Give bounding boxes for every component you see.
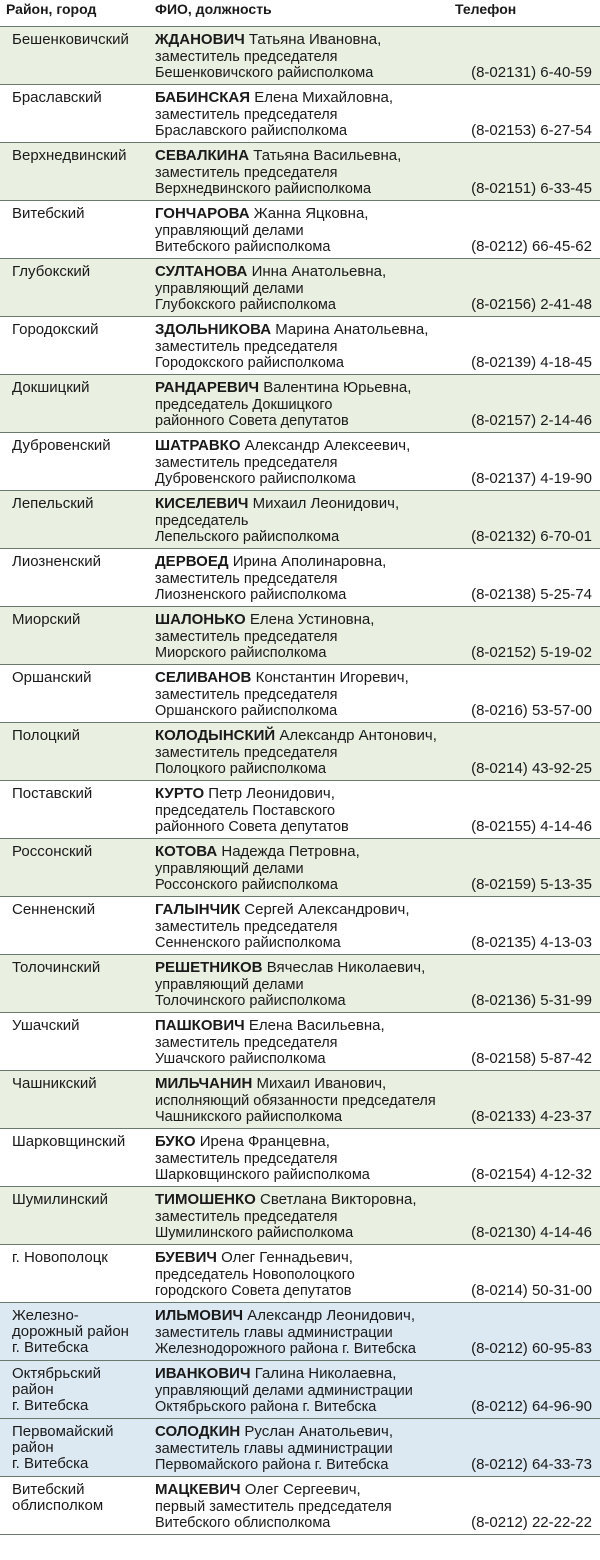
person-position: заместитель председателя Шарковщинского райисполкома (155, 1151, 370, 1183)
person-name: РАНДАРЕВИЧ Валентина Юрьевна, (155, 379, 412, 396)
person-name: ПАШКОВИЧ Елена Васильевна, (155, 1017, 385, 1034)
person-name: КУРТО Петр Леонидович, (155, 785, 335, 802)
district-cell: Верхнедвинский (12, 147, 127, 164)
person-surname: КУРТО (155, 785, 205, 802)
district-cell: Железно- дорожный район г. Витебска (12, 1307, 129, 1356)
person-position: председатель Поставского районного Совета депутатов (155, 803, 349, 835)
person-surname: МИЛЬЧАНИН (155, 1075, 253, 1092)
person-surname: ТИМОШЕНКО (155, 1191, 256, 1208)
person-surname: МАЦКЕВИЧ (155, 1481, 241, 1498)
person-position: председатель Докшицкого районного Совета депутатов (155, 397, 349, 429)
person-given-name: Вячеслав Николаевич (266, 959, 422, 976)
person-surname: БАБИНСКАЯ (155, 89, 251, 106)
person-given-name: Михаил Иванович (256, 1075, 383, 1092)
phone-cell: (8-02136) 5-31-99 (471, 992, 592, 1009)
person-surname: КИСЕЛЕВИЧ (155, 495, 249, 512)
person-position: заместитель председателя Шумилинского райисполкома (155, 1209, 354, 1241)
person-position: заместитель председателя Браславского райисполкома (155, 107, 348, 139)
table-row (0, 375, 600, 433)
person-given-name: Валентина Юрьевна (263, 379, 408, 396)
person-given-name: Инна Анатольевна (251, 263, 382, 280)
phone-cell: (8-02130) 4-14-46 (471, 1224, 592, 1241)
table-row (0, 201, 600, 259)
person-name: КОЛОДЫНСКИЙ Александр Антонович, (155, 727, 437, 744)
table-row (0, 781, 600, 839)
person-given-name: Татьяна Васильевна (253, 147, 398, 164)
person-given-name: Надежда Петровна (221, 843, 356, 860)
person-position: исполняющий обязанности председателя Чашникского райисполкома (155, 1093, 436, 1125)
table-row (0, 549, 600, 607)
person-position: заместитель председателя Сенненского райисполкома (155, 919, 341, 951)
table-row (0, 1419, 600, 1477)
person-given-name: Александр Леонидович (247, 1307, 411, 1324)
district-cell: Миорский (12, 611, 81, 628)
person-name: КОТОВА Надежда Петровна, (155, 843, 360, 860)
table-row (0, 1245, 600, 1303)
district-cell: Шарковщинский (12, 1133, 126, 1150)
person-position: заместитель председателя Ушачского райисполкома (155, 1035, 338, 1067)
person-given-name: Александр Антонович (279, 727, 433, 744)
person-given-name: Марина Анатольевна (275, 321, 425, 338)
person-position: заместитель председателя Бешенковичского райисполкома (155, 49, 374, 81)
district-cell: Поставский (12, 785, 93, 802)
person-name: ЖДАНОВИЧ Татьяна Ивановна, (155, 31, 382, 48)
phone-cell: (8-0212) 64-96-90 (471, 1398, 592, 1415)
person-surname: БУЕВИЧ (155, 1249, 217, 1266)
person-given-name: Александр Алексеевич (244, 437, 407, 454)
person-given-name: Галина Николаевна (254, 1365, 393, 1382)
table-row (0, 491, 600, 549)
person-surname: ШАЛОНЬКО (155, 611, 246, 628)
person-given-name: Жанна Яцковна (253, 205, 365, 222)
phone-cell: (8-02151) 6-33-45 (471, 180, 592, 197)
district-cell: г. Новополоцк (12, 1249, 108, 1266)
person-name: КИСЕЛЕВИЧ Михаил Леонидович, (155, 495, 400, 512)
person-position: заместитель председателя Полоцкого райисполкома (155, 745, 338, 777)
person-position: заместитель председателя Оршанского райисполкома (155, 687, 338, 719)
district-cell: Витебский (12, 205, 85, 222)
phone-cell: (8-02132) 6-70-01 (471, 528, 592, 545)
person-name: ТИМОШЕНКО Светлана Викторовна, (155, 1191, 417, 1208)
table-row (0, 1477, 600, 1535)
table-row (0, 1361, 600, 1419)
person-name: БУЕВИЧ Олег Геннадьевич, (155, 1249, 353, 1266)
table-header (0, 0, 600, 26)
person-given-name: Елена Михайловна (254, 89, 389, 106)
phone-cell: (8-02135) 4-13-03 (471, 934, 592, 951)
phone-cell: (8-02139) 4-18-45 (471, 354, 592, 371)
person-surname: ЖДАНОВИЧ (155, 31, 245, 48)
person-position: управляющий делами Глубокского райисполкома (155, 281, 336, 313)
person-name: МИЛЬЧАНИН Михаил Иванович, (155, 1075, 387, 1092)
district-cell: Лепельский (12, 495, 94, 512)
person-position: председатель Лепельского райисполкома (155, 513, 340, 545)
phone-cell: (8-02158) 5-87-42 (471, 1050, 592, 1067)
person-surname: ИВАНКОВИЧ (155, 1365, 251, 1382)
table-row (0, 897, 600, 955)
district-cell: Россонский (12, 843, 93, 860)
table-row (0, 85, 600, 143)
person-given-name: Елена Устиновна (249, 611, 371, 628)
person-surname: ГАЛЫНЧИК (155, 901, 241, 918)
person-surname: ПАШКОВИЧ (155, 1017, 245, 1034)
table-row (0, 143, 600, 201)
table-row (0, 1071, 600, 1129)
phone-cell: (8-02153) 6-27-54 (471, 122, 592, 139)
person-surname: СУЛТАНОВА (155, 263, 248, 280)
person-surname: РАНДАРЕВИЧ (155, 379, 260, 396)
person-given-name: Татьяна Ивановна (248, 31, 378, 48)
person-surname: СЕВАЛКИНА (155, 147, 250, 164)
person-position: первый заместитель председателя Витебского облисполкома (155, 1499, 392, 1531)
phone-cell: (8-0214) 43-92-25 (471, 760, 592, 777)
table-row (0, 607, 600, 665)
person-surname: КОТОВА (155, 843, 218, 860)
phone-cell: (8-02156) 2-41-48 (471, 296, 592, 313)
district-cell: Лиозненский (12, 553, 102, 570)
person-given-name: Михаил Леонидович (252, 495, 395, 512)
district-cell: Чашникский (12, 1075, 97, 1092)
table-row (0, 1187, 600, 1245)
phone-cell: (8-0212) 66-45-62 (471, 238, 592, 255)
district-cell: Докшицкий (12, 379, 90, 396)
person-name: МАЦКЕВИЧ Олег Сергеевич, (155, 1481, 361, 1498)
district-cell: Оршанский (12, 669, 92, 686)
person-position: управляющий делами администрации Октябрьского района г. Витебска (155, 1383, 413, 1415)
table-row (0, 1013, 600, 1071)
district-cell: Октябрьский район г. Витебска (12, 1365, 101, 1414)
person-surname: ГОНЧАРОВА (155, 205, 250, 222)
district-cell: Дубровенский (12, 437, 111, 454)
person-given-name: Олег Геннадьевич (221, 1249, 349, 1266)
district-cell: Первомайский район г. Витебска (12, 1423, 114, 1472)
contacts-table (0, 26, 600, 1535)
table-row (0, 1129, 600, 1187)
person-name: ГОНЧАРОВА Жанна Яцковна, (155, 205, 369, 222)
person-surname: СЕЛИВАНОВ (155, 669, 252, 686)
phone-cell: (8-0212) 60-95-83 (471, 1340, 592, 1357)
person-name: ЗДОЛЬНИКОВА Марина Анатольевна, (155, 321, 429, 338)
person-given-name: Ирена Францевна (199, 1133, 326, 1150)
person-position: заместитель главы администрации Первомайского района г. Витебска (155, 1441, 393, 1473)
district-cell: Полоцкий (12, 727, 80, 744)
phone-cell: (8-02157) 2-14-46 (471, 412, 592, 429)
district-cell: Городокский (12, 321, 99, 338)
district-cell: Глубокский (12, 263, 91, 280)
person-surname: СОЛОДКИН (155, 1423, 241, 1440)
phone-cell: (8-02155) 4-14-46 (471, 818, 592, 835)
person-position: заместитель председателя Верхнедвинского райисполкома (155, 165, 372, 197)
person-name: СУЛТАНОВА Инна Анатольевна, (155, 263, 387, 280)
person-name: СЕЛИВАНОВ Константин Игоревич, (155, 669, 409, 686)
person-surname: ДЕРВОЕД (155, 553, 229, 570)
person-name: БАБИНСКАЯ Елена Михайловна, (155, 89, 394, 106)
district-cell: Сенненский (12, 901, 96, 918)
person-name: ИЛЬМОВИЧ Александр Леонидович, (155, 1307, 416, 1324)
table-row (0, 1303, 600, 1361)
phone-cell: (8-02154) 4-12-32 (471, 1166, 592, 1183)
person-name: СЕВАЛКИНА Татьяна Васильевна, (155, 147, 402, 164)
table-row (0, 27, 600, 85)
table-row (0, 955, 600, 1013)
person-surname: ШАТРАВКО (155, 437, 241, 454)
person-surname: БУКО (155, 1133, 196, 1150)
person-name: РЕШЕТНИКОВ Вячеслав Николаевич, (155, 959, 426, 976)
person-given-name: Петр Леонидович (208, 785, 331, 802)
phone-cell: (8-0214) 50-31-00 (471, 1282, 592, 1299)
phone-cell: (8-0212) 22-22-22 (471, 1514, 592, 1531)
person-position: заместитель председателя Дубровенского райисполкома (155, 455, 356, 487)
person-position: заместитель председателя Миорского райисполкома (155, 629, 338, 661)
person-name: ШАТРАВКО Александр Алексеевич, (155, 437, 411, 454)
district-cell: Шумилинский (12, 1191, 109, 1208)
person-given-name: Светлана Викторовна (260, 1191, 413, 1208)
phone-cell: (8-02152) 5-19-02 (471, 644, 592, 661)
person-given-name: Олег Сергеевич (244, 1481, 357, 1498)
person-name: ДЕРВОЕД Ирина Аполинаровна, (155, 553, 387, 570)
person-name: СОЛОДКИН Руслан Анатольевич, (155, 1423, 394, 1440)
person-name: ИВАНКОВИЧ Галина Николаевна, (155, 1365, 397, 1382)
table-row (0, 723, 600, 781)
district-cell: Толочинский (12, 959, 101, 976)
person-position: заместитель председателя Городокского райисполкома (155, 339, 344, 371)
table-row (0, 665, 600, 723)
phone-cell: (8-02133) 4-23-37 (471, 1108, 592, 1125)
phone-cell: (8-02131) 6-40-59 (471, 64, 592, 81)
person-position: председатель Новополоцкого городского Совета депутатов (155, 1267, 355, 1299)
district-cell: Бешенковичский (12, 31, 129, 48)
table-row (0, 317, 600, 375)
person-given-name: Руслан Анатольевич (244, 1423, 389, 1440)
person-name: ШАЛОНЬКО Елена Устиновна, (155, 611, 375, 628)
person-name: ГАЛЫНЧИК Сергей Александрович, (155, 901, 410, 918)
district-cell: Браславский (12, 89, 102, 106)
person-surname: ЗДОЛЬНИКОВА (155, 321, 272, 338)
district-cell: Витебский облисполком (12, 1481, 104, 1514)
person-position: управляющий делами Витебского райисполкома (155, 223, 331, 255)
person-given-name: Елена Васильевна (248, 1017, 381, 1034)
phone-cell: (8-0216) 53-57-00 (471, 702, 592, 719)
header-phone: Телефон (455, 1, 517, 17)
person-given-name: Сергей Александрович (244, 901, 406, 918)
phone-cell: (8-02138) 5-25-74 (471, 586, 592, 603)
person-surname: РЕШЕТНИКОВ (155, 959, 263, 976)
phone-cell: (8-02159) 5-13-35 (471, 876, 592, 893)
person-position: заместитель главы администрации Железнодорожного района г. Витебска (155, 1325, 416, 1357)
person-position: управляющий делами Толочинского райисполкома (155, 977, 346, 1009)
table-row (0, 259, 600, 317)
person-position: заместитель председателя Лиозненского райисполкома (155, 571, 347, 603)
table-row (0, 433, 600, 491)
person-position: управляющий делами Россонского райисполкома (155, 861, 338, 893)
person-surname: ИЛЬМОВИЧ (155, 1307, 244, 1324)
phone-cell: (8-02137) 4-19-90 (471, 470, 592, 487)
header-person: ФИО, должность (155, 1, 272, 17)
table-row (0, 839, 600, 897)
person-surname: КОЛОДЫНСКИЙ (155, 727, 276, 744)
person-given-name: Константин Игоревич (255, 669, 405, 686)
person-name: БУКО Ирена Францевна, (155, 1133, 330, 1150)
person-given-name: Ирина Аполинаровна (232, 553, 383, 570)
header-district: Район, город (6, 1, 97, 17)
district-cell: Ушачский (12, 1017, 80, 1034)
phone-cell: (8-0212) 64-33-73 (471, 1456, 592, 1473)
